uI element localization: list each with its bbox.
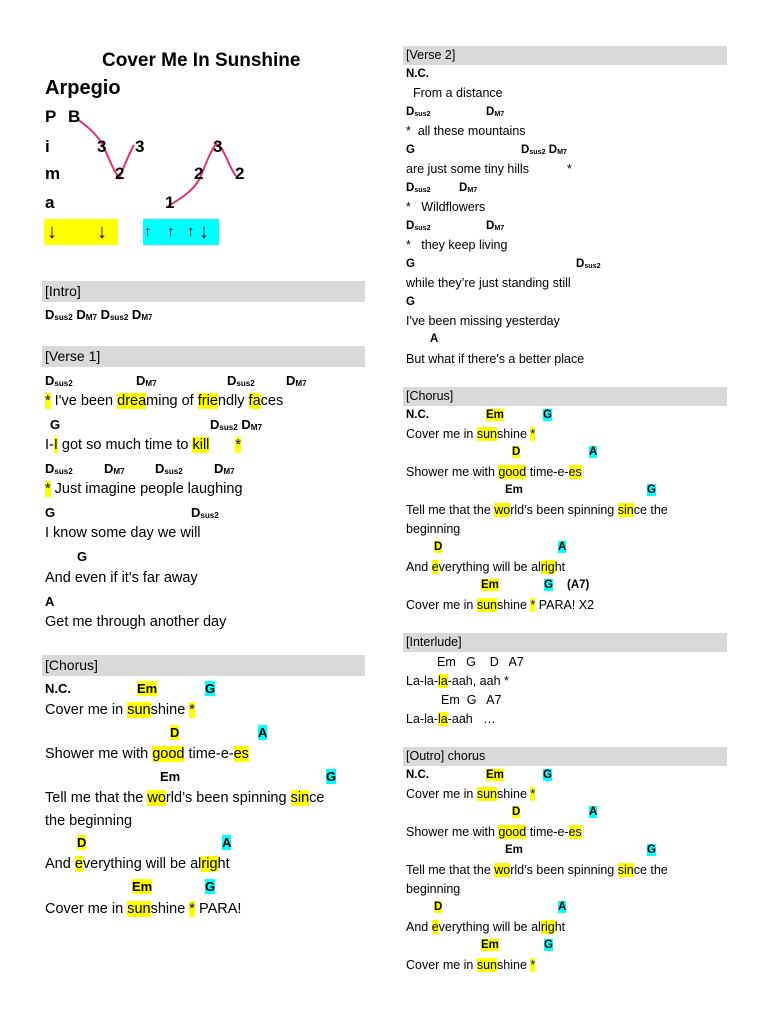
lyric-line: Shower me with good time-e-es <box>406 825 582 839</box>
chord-g: G <box>647 844 656 856</box>
chord-em: Em <box>481 579 499 591</box>
chord-line: $D_{M7}$ <box>136 373 157 389</box>
chord-g: G <box>205 879 216 894</box>
lyric-line: Cover me in sunshine * <box>406 427 536 441</box>
lyric-line: Tell me that the world’s been spinning since the <box>406 503 668 517</box>
lyric-line: the beginning <box>45 813 133 829</box>
chord-d: D <box>170 725 180 740</box>
chord-d: D <box>512 446 521 458</box>
chord-line: $D_{sus2}$ <box>406 220 431 233</box>
section-chorus: [Chorus] <box>403 387 727 406</box>
chord-line: $D_{M7}$ <box>104 461 125 477</box>
chord-line: $D_{M7}$ <box>486 106 505 119</box>
arpeggio-p-note: B <box>68 107 81 126</box>
chord-em: Em <box>132 879 153 894</box>
lyric-line: * all these mountains <box>406 124 526 138</box>
lyric-line: I've been missing yesterday <box>406 314 560 328</box>
arpeggio-m-note-2: 2 <box>194 164 204 183</box>
chord-g: G <box>544 579 553 591</box>
lyric-line: * they keep living <box>406 238 508 252</box>
chord-em: Em <box>486 409 504 421</box>
mixed-strum-arrows <box>143 219 219 245</box>
down-strum-arrows <box>44 219 118 245</box>
chord-line: $D_{M7}$ <box>214 461 235 477</box>
lyric-line: * Just imagine people laughing <box>45 481 243 497</box>
lyric-line: are just some tiny hills <box>406 162 529 176</box>
chord-a: A <box>222 835 232 850</box>
chord-d: D <box>77 835 87 850</box>
arpeggio-i-note-2: 3 <box>135 137 145 156</box>
lyric-line: beginning <box>406 522 461 536</box>
page-title: Cover Me In Sunshine <box>102 50 301 71</box>
lyric-line: But what if there's a better place <box>406 352 585 366</box>
lyric-line: * <box>567 162 572 176</box>
chord-line: G <box>406 296 415 308</box>
lyric-line: And everything will be alright <box>406 920 566 934</box>
lyric-line: Tell me that the world’s been spinning since the <box>406 863 668 877</box>
lyric-line: Cover me in sunshine * <box>406 787 536 801</box>
section-interlude: [Interlude] <box>403 633 727 652</box>
section-intro: [Intro] <box>42 281 365 302</box>
lyric-line: Shower me with good time-e-es <box>45 746 249 762</box>
arpeggio-m-note: 2 <box>115 164 125 183</box>
chord-d: D <box>434 541 443 553</box>
lyric-line: * Wildflowers <box>406 200 486 214</box>
chord-g: G <box>326 769 337 784</box>
no-chord-marker: N.C. <box>45 681 71 696</box>
up-arrow-icon: ↑ <box>167 223 175 240</box>
down-arrow-icon: ↓ <box>199 221 209 243</box>
lyric-line: La-la-la-aah … <box>406 712 496 726</box>
chord-line: $D_{M7}$ <box>459 182 478 195</box>
chord-line: A <box>45 594 55 609</box>
chord-line: Em G A7 <box>441 693 502 707</box>
chord-line: $D_{sus2}$ <box>155 461 183 477</box>
chord-line: $D_{M7}$ <box>286 373 307 389</box>
lyric-line: Cover me in sunshine * <box>45 702 195 718</box>
lyric-line: Get me through another day <box>45 614 227 630</box>
lyric-line: * I've been dreaming of friendly faces <box>45 393 284 409</box>
chord-line: $D_{sus2}$ $D_{M7}$ <box>521 144 567 157</box>
lyric-line: beginning <box>406 882 461 896</box>
chord-d: D <box>512 806 521 818</box>
chord-g: G <box>647 484 656 496</box>
lyric-line: And even if it's far away <box>45 570 198 586</box>
chord-em: Em <box>505 484 523 496</box>
up-arrow-icon: ↑ <box>187 223 195 240</box>
chord-line: $D_{sus2}$ <box>45 373 73 389</box>
lyric-line: La-la-la-aah, aah * <box>406 674 509 688</box>
no-chord-marker: N.C. <box>406 68 429 80</box>
chord-line: $D_{sus2}$ <box>45 461 73 477</box>
lyric-line: I-I got so much time to kill * <box>45 437 242 453</box>
chord-em: Em <box>137 681 158 696</box>
lyric-line: Cover me in sunshine * PARA! <box>45 901 242 917</box>
chord-d: D <box>434 901 443 913</box>
arpeggio-curve <box>0 0 300 240</box>
no-chord-marker: N.C. <box>406 769 429 781</box>
chord-line: G <box>50 417 61 432</box>
chord-a: A <box>258 725 268 740</box>
arpeggio-row-a: a <box>45 193 55 212</box>
chord-line: G <box>77 549 88 564</box>
chord-a: A <box>589 806 598 818</box>
lyric-line: Shower me with good time-e-es <box>406 465 582 479</box>
down-arrow-icon: ↓ <box>97 221 107 243</box>
chord-line: $D_{M7}$ <box>486 220 505 233</box>
chord-em: Em <box>481 939 499 951</box>
section-verse-2: [Verse 2] <box>403 46 727 65</box>
chord-line: G <box>406 144 415 156</box>
chord-a: A <box>558 541 567 553</box>
chord-a: A <box>589 446 598 458</box>
chord-line: $D_{sus2}$ <box>406 106 431 119</box>
chord-g: G <box>205 681 216 696</box>
chord-em: Em <box>486 769 504 781</box>
arpeggio-heading: Arpegio <box>45 77 121 99</box>
lyric-line: Cover me in sunshine * <box>406 958 536 972</box>
chord-g: G <box>543 409 552 421</box>
chord-line: $D_{sus2}$ <box>576 258 601 271</box>
intro-chords: $D_{sus2}$ $D_{M7}$ $D_{sus2}$ $D_{M7}$ <box>45 307 153 323</box>
chord-g: G <box>544 939 553 951</box>
arpeggio-row-p: P <box>45 107 57 126</box>
chord-line: $D_{sus2}$ <box>406 182 431 195</box>
down-arrow-icon: ↓ <box>47 221 57 243</box>
arpeggio-i-note-3: 3 <box>213 137 223 156</box>
no-chord-marker: N.C. <box>406 409 429 421</box>
chord-g: G <box>543 769 552 781</box>
section-outro: [Outro] chorus <box>403 747 727 766</box>
lyric-line: Cover me in sunshine * PARA! X2 <box>406 598 595 612</box>
section-chorus: [Chorus] <box>42 655 365 676</box>
chord-line: G <box>45 505 56 520</box>
chord-line: $D_{sus2}$ $D_{M7}$ <box>210 417 262 433</box>
chord-line: $D_{sus2}$ <box>227 373 255 389</box>
up-arrow-icon: ↑ <box>144 223 152 240</box>
arpeggio-i-note-1: 3 <box>97 137 107 156</box>
chord-line: $D_{sus2}$ <box>191 505 219 521</box>
arpeggio-row-i: i <box>45 137 50 156</box>
lyric-line: From a distance <box>413 86 503 100</box>
chord-line: Em G D A7 <box>437 655 524 669</box>
arpeggio-a-note: 1 <box>165 193 175 212</box>
chord-a: A <box>558 901 567 913</box>
section-verse-1: [Verse 1] <box>42 346 365 367</box>
chord-line: G <box>406 258 415 270</box>
chord-line: A <box>430 333 439 345</box>
arpeggio-m-note-3: 2 <box>235 164 245 183</box>
lyric-line: And everything will be alright <box>406 560 566 574</box>
lyric-line: And everything will be alright <box>45 856 230 872</box>
lyric-line: Tell me that the world’s been spinning since <box>45 790 325 806</box>
arpeggio-row-m: m <box>45 164 61 183</box>
lyric-line: I know some day we will <box>45 525 201 541</box>
chord-a7: (A7) <box>567 579 590 591</box>
lyric-line: while they’re just standing still <box>406 276 571 290</box>
chord-em: Em <box>505 844 523 856</box>
chord-em: Em <box>160 769 181 784</box>
